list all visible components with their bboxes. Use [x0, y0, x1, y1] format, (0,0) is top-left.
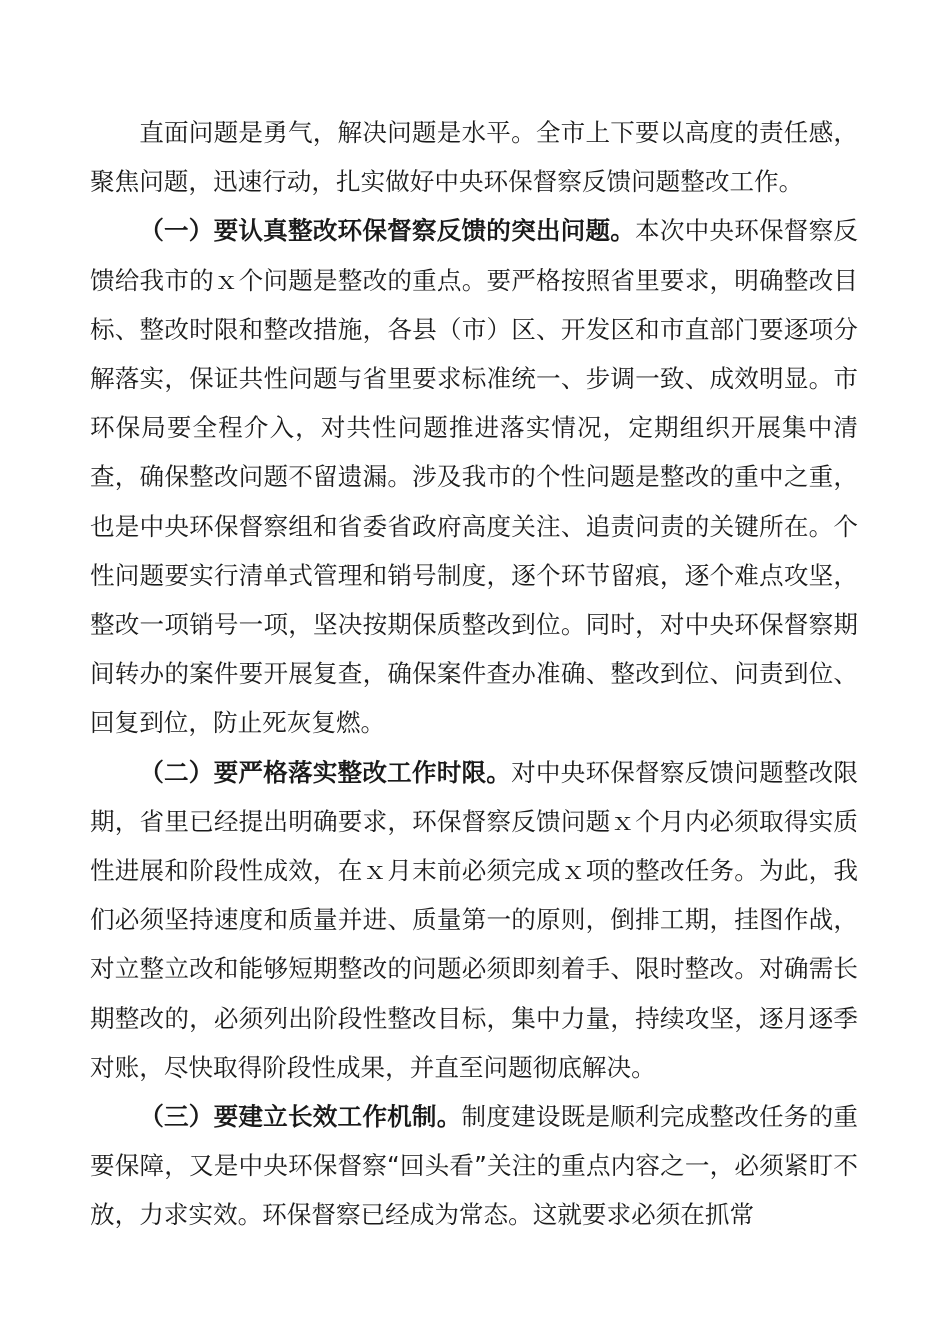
- intro-paragraph: 直面问题是勇气，解决问题是水平。全市上下要以高度的责任感，聚焦问题，迅速行动，扎实做好中央环保督察反馈问题整改工作。: [90, 118, 858, 197]
- section-2-body: 对中央环保督察反馈问题整改限期，省里已经提出明确要求，环保督察反馈问题ｘ个月内必须取得实质性进展和阶段性成效，在ｘ月末前必须完成ｘ项的整改任务。为此，我们必须坚持速度和质量并进、质量第一的原则，倒排工期，挂图作战，对立整立改和能够短期整改的问题必须即刻着手、限时整改。对确需长期整改的，必须列出阶段性整改目标，集中力量，持续攻坚，逐月逐季对账，尽快取得阶段性成果，并直至问题彻底解决。: [90, 757, 858, 1082]
- section-3-paragraph: [90, 1092, 858, 1240]
- section-2-paragraph: [90, 748, 858, 1092]
- section-3-heading: （三）要建立长效工作机制。: [139, 1102, 462, 1132]
- document-body: [90, 108, 858, 1240]
- section-2-heading: （二）要严格落实整改工作时限。: [139, 757, 512, 787]
- section-1-paragraph: [90, 206, 858, 747]
- section-1-heading: （一）要认真整改环保督察反馈的突出问题。: [139, 216, 636, 246]
- section-3-body: 制度建设既是顺利完成整改任务的重要保障，又是中央环保督察“回头看”关注的重点内容之一，必须紧盯不放，力求实效。环保督察已经成为常态。这就要求必须在抓常: [90, 1102, 858, 1230]
- section-1-body: 本次中央环保督察反馈给我市的ｘ个问题是整改的重点。要严格按照省里要求，明确整改目标、整改时限和整改措施，各县（市）区、开发区和市直部门要逐项分解落实，保证共性问题与省里要求标准统一、步调一致、成效明显。市环保局要全程介入，对共性问题推进落实情况，定期组织开展集中清查，确保整改问题不留遗漏。涉及我市的个性问题是整改的重中之重，也是中央环保督察组和省委省政府高度关注、追责问责的关键所在。个性问题要实行清单式管理和销号制度，逐个环节留痕，逐个难点攻坚，整改一项销号一项，坚决按期保质整改到位。同时，对中央环保督察期间转办的案件要开展复查，确保案件查办准确、整改到位、问责到位、回复到位，防止死灰复燃。: [90, 216, 858, 738]
